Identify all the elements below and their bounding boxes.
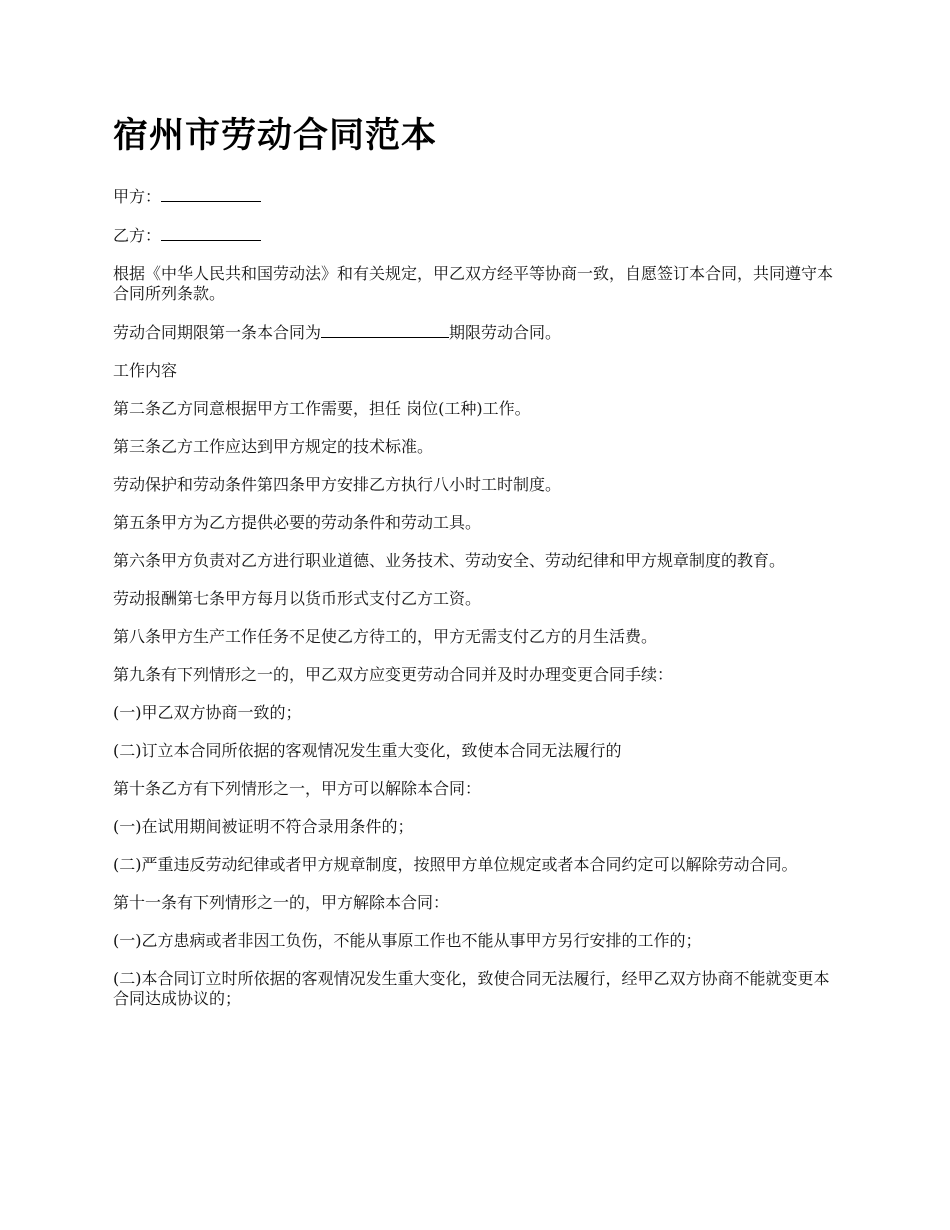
paragraph-article-10-item-1: (一)在试用期间被证明不符合录用条件的； bbox=[113, 817, 414, 836]
party-b-label: 乙方： bbox=[113, 226, 162, 245]
paragraph-article-10-item-2: (二)严重违反劳动纪律或者甲方规章制度，按照甲方单位规定或者本合同约定可以解除劳动合同。 bbox=[113, 855, 798, 874]
party-a-line bbox=[113, 186, 843, 207]
document-title: 宿州市劳动合同范本 bbox=[113, 116, 438, 156]
term-suffix: 期限劳动合同。 bbox=[449, 323, 562, 342]
paragraph-article-11-item-1: (一)乙方患病或者非因工负伤，不能从事原工作也不能从事甲方另行安排的工作的； bbox=[113, 931, 702, 950]
document-page bbox=[113, 112, 843, 1027]
paragraph-article-4: 劳动保护和劳动条件第四条甲方安排乙方执行八小时工时制度。 bbox=[113, 475, 562, 494]
paragraph-article-7: 劳动报酬第七条甲方每月以货币形式支付乙方工资。 bbox=[113, 589, 482, 608]
paragraph-article-9: 第九条有下列情形之一的，甲乙双方应变更劳动合同并及时办理变更合同手续： bbox=[113, 665, 674, 684]
paragraph-article-10: 第十条乙方有下列情形之一，甲方可以解除本合同： bbox=[113, 779, 482, 798]
paragraph-article-8: 第八条甲方生产工作任务不足使乙方待工的，甲方无需支付乙方的月生活费。 bbox=[113, 627, 658, 646]
paragraph-article-2: 第二条乙方同意根据甲方工作需要，担任 岗位(工种)工作。 bbox=[113, 399, 531, 418]
paragraph-article-11: 第十一条有下列情形之一的，甲方解除本合同： bbox=[113, 893, 450, 912]
party-a-blank bbox=[161, 186, 261, 202]
term-prefix: 劳动合同期限第一条本合同为 bbox=[113, 323, 322, 342]
paragraph-article-9-item-1: (一)甲乙双方协商一致的； bbox=[113, 703, 302, 722]
intro-paragraph: 根据《中华人民共和国劳动法》和有关规定，甲乙双方经平等协商一致，自愿签订本合同，共同遵守本合同所列条款。 bbox=[113, 264, 834, 303]
paragraph-article-5: 第五条甲方为乙方提供必要的劳动条件和劳动工具。 bbox=[113, 513, 482, 532]
party-b-blank bbox=[161, 225, 261, 241]
paragraph-article-3: 第三条乙方工作应达到甲方规定的技术标准。 bbox=[113, 437, 434, 456]
term-clause bbox=[113, 322, 843, 343]
paragraph-article-11-item-2: (二)本合同订立时所依据的客观情况发生重大变化，致使合同无法履行，经甲乙双方协商不能就变更本合同达成协议的； bbox=[113, 969, 830, 1008]
paragraph-work-content: 工作内容 bbox=[113, 361, 178, 380]
paragraph-article-6: 第六条甲方负责对乙方进行职业道德、业务技术、劳动安全、劳动纪律和甲方规章制度的教育。 bbox=[113, 551, 786, 570]
party-a-label: 甲方： bbox=[113, 187, 162, 206]
party-b-line bbox=[113, 225, 843, 246]
paragraph-article-9-item-2: (二)订立本合同所依据的客观情况发生重大变化，致使本合同无法履行的 bbox=[113, 741, 622, 760]
term-blank bbox=[321, 322, 449, 338]
